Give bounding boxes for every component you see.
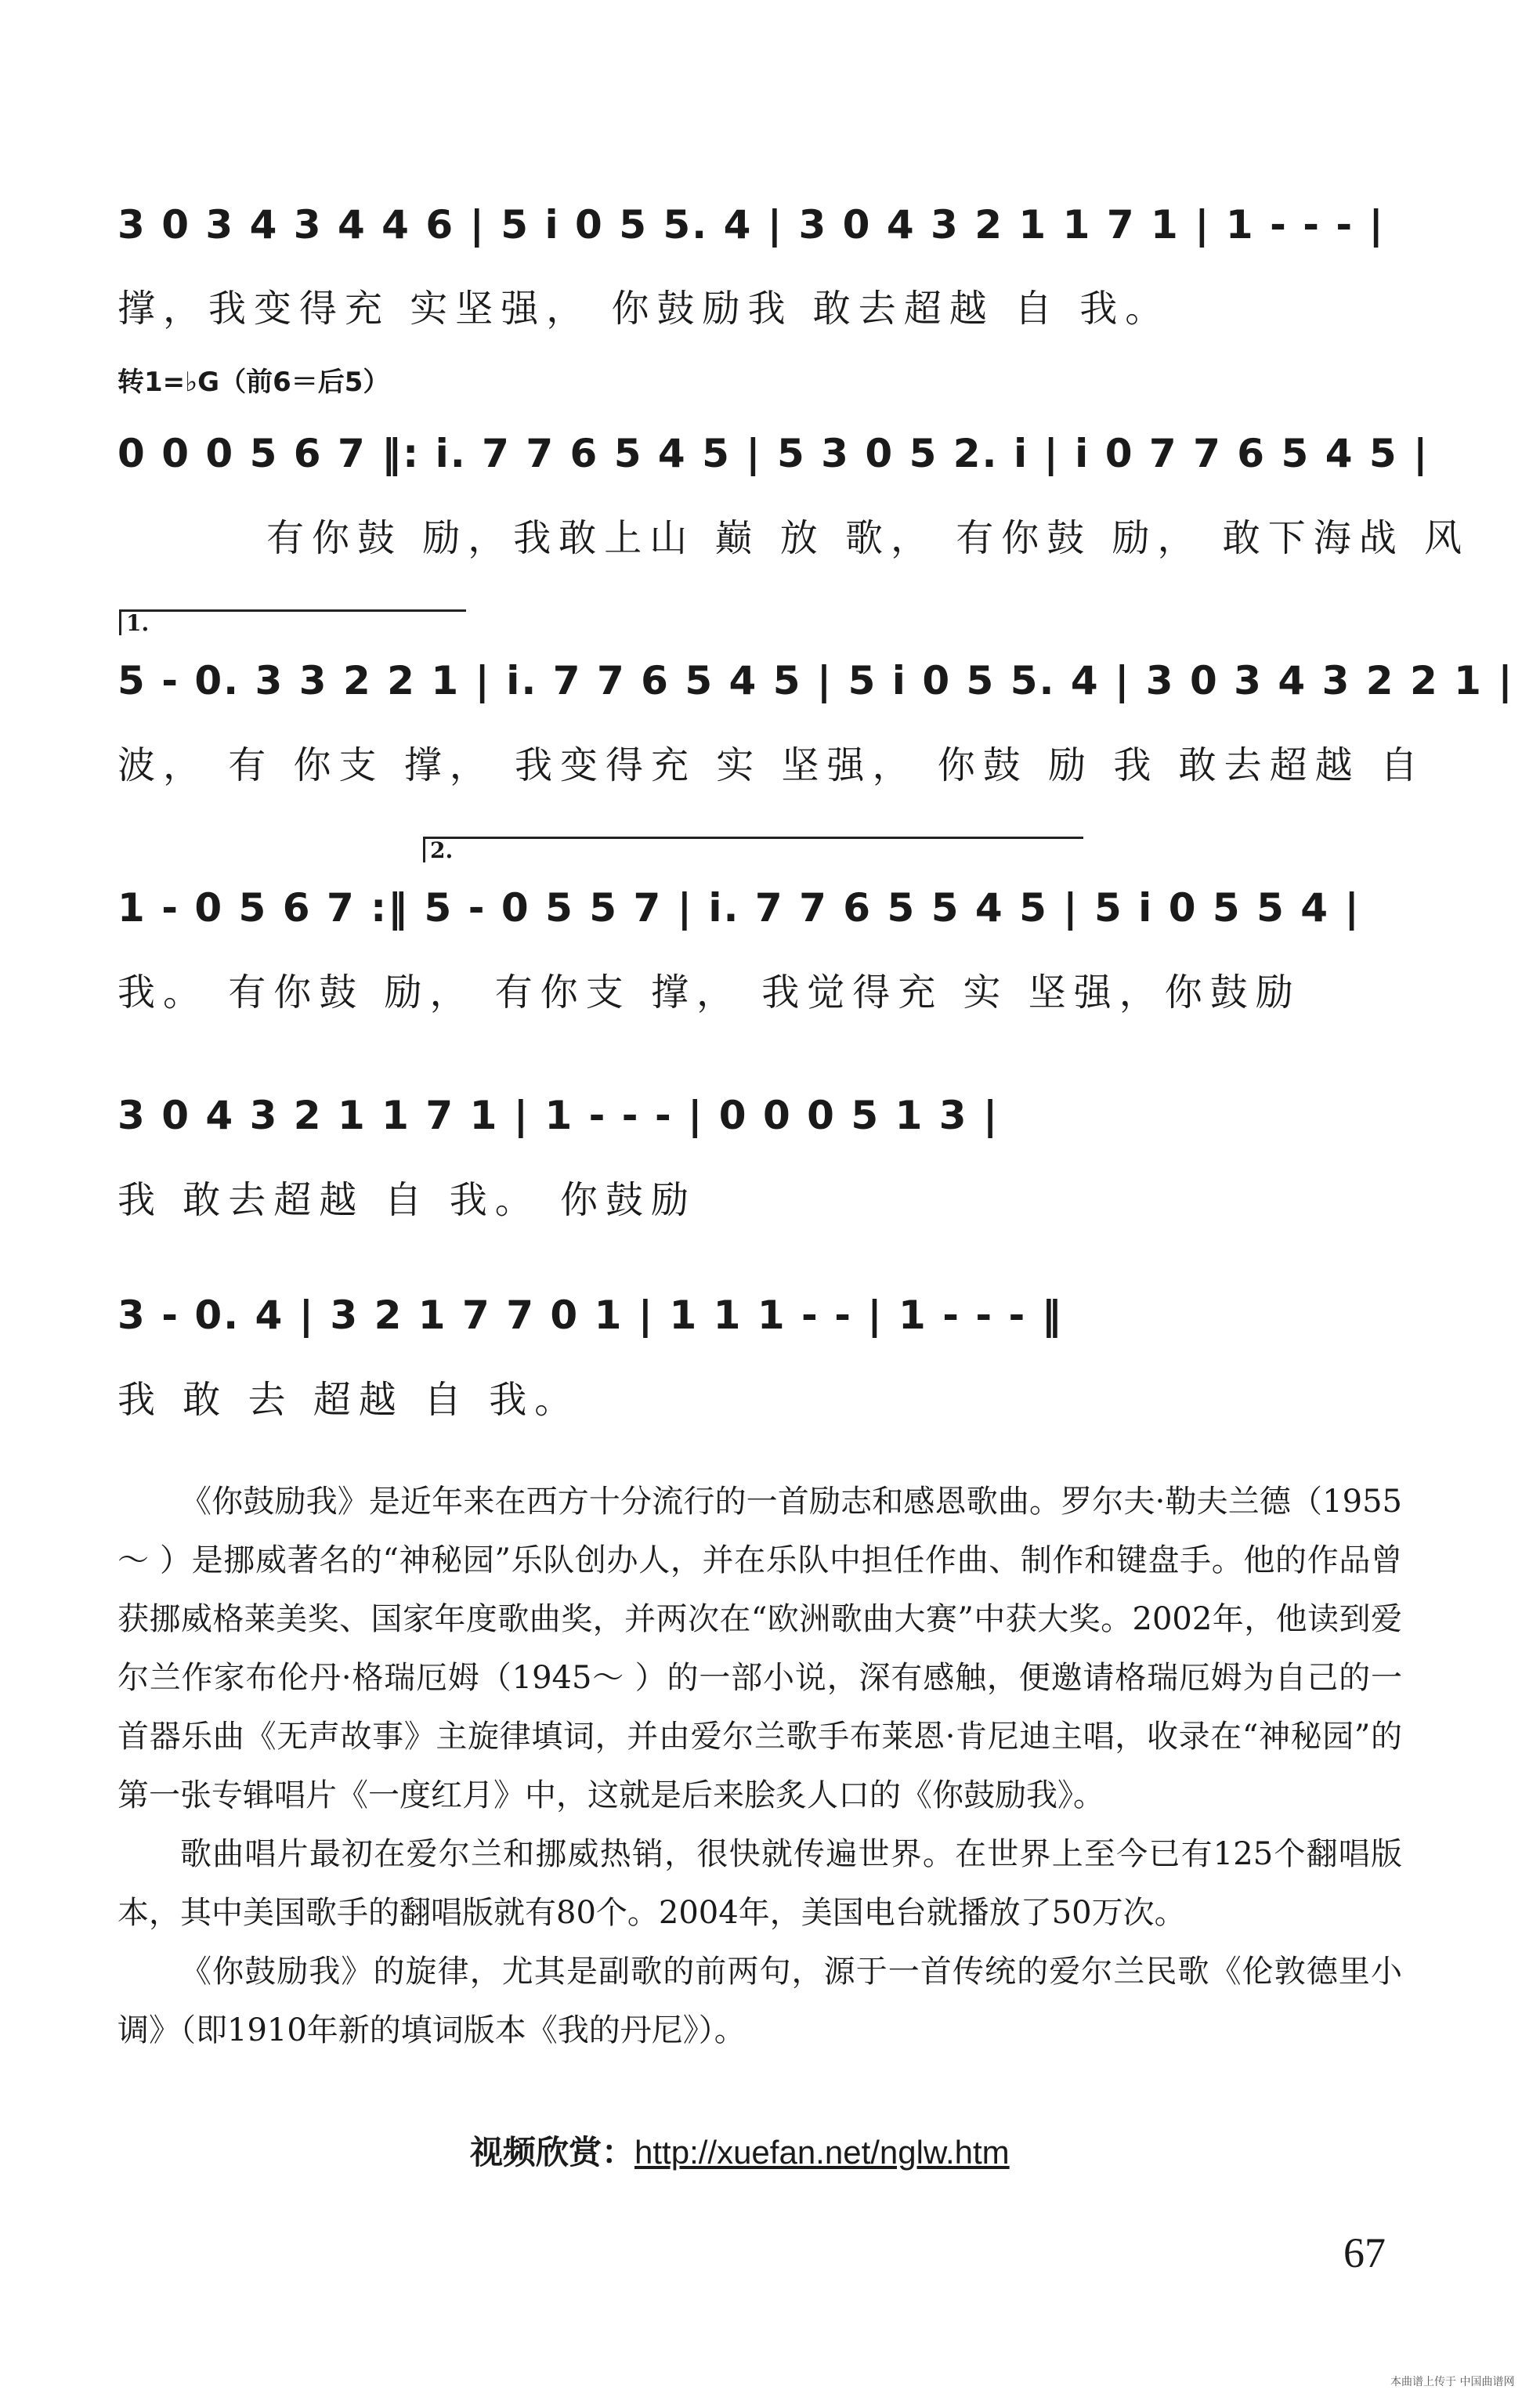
footer-watermark: 本曲谱上传于 中国曲谱网: [1390, 2376, 1515, 2388]
first-ending-bracket: [119, 609, 466, 635]
video-label: 视频欣赏：: [470, 2133, 635, 2171]
notation-line: 0 0 0 5 6 7 ‖: i. 7 7 6 5 4 5 | 5 3 0 5 2. i | i 0 7 7 6 5 4 5 |: [117, 431, 1430, 476]
notation-line: 1 - 0 5 6 7 :‖ 5 - 0 5 5 7 | i. 7 7 6 5 5 4 5 | 5 i 0 5 5 4 |: [117, 885, 1361, 931]
second-ending-label: 2.: [430, 837, 454, 863]
lyrics-line: 波， 有 你支 撑， 我变得充 实 坚强， 你鼓 励 我 敢去超越 自: [117, 743, 1426, 787]
lyrics-line: 撑，我变得充 实坚强， 你鼓励我 敢去超越 自 我。: [117, 287, 1171, 331]
lyrics-line: 我 敢 去 超越 自 我。: [117, 1378, 580, 1422]
lyrics-line: 有你鼓 励，我敢上山 巅 放 歌， 有你鼓 励， 敢下海战 风: [266, 516, 1470, 560]
paragraph: 《你鼓励我》是近年来在西方十分流行的一首励志和感恩歌曲。罗尔夫·勒夫兰德（1955～ ）是挪威著名的“神秘园”乐队创办人，并在乐队中担任作曲、制作和键盘手。他的作品曾获挪威格莱美奖、国家年度歌曲奖，并两次在“欧洲歌曲大赛”中获大奖。2002年，他读到爱尔兰作家布伦丹·格瑞厄姆（1945～ ）的一部小说，深有感触，便邀请格瑞厄姆为自己的一首器乐曲《无声故事》主旋律填词，并由爱尔兰歌手布莱恩·肯尼迪主唱，收录在“神秘园”的第一张专辑唱片《一度红月》中，这就是后来脍炙人口的《你鼓励我》。: [117, 1484, 1402, 1813]
article-text: [117, 1473, 1402, 2060]
page-number: 67: [1343, 2229, 1386, 2276]
notation-line: 5 - 0. 3 3 2 2 1 | i. 7 7 6 5 4 5 | 5 i 0 5 5. 4 | 3 0 3 4 3 2 2 1 |: [117, 658, 1514, 703]
video-url-link[interactable]: http://xuefan.net/nglw.htm: [634, 2134, 1010, 2171]
paragraph: 歌曲唱片最初在爱尔兰和挪威热销，很快就传遍世界。在世界上至今已有125个翻唱版本，其中美国歌手的翻唱版就有80个。2004年，美国电台就播放了50万次。: [117, 1836, 1402, 1931]
notation-line: 3 0 3 4 3 4 4 6 | 5 i 0 5 5. 4 | 3 0 4 3 2 1 1 7 1 | 1 - - - |: [117, 202, 1385, 248]
lyrics-line: 我。 有你鼓 励， 有你支 撑， 我觉得充 实 坚强，你鼓励: [117, 971, 1301, 1014]
notation-line: 3 - 0. 4 | 3 2 1 7 7 0 1 | 1 1 1 - - | 1 - - - ‖: [117, 1292, 1063, 1338]
lyrics-line: 我 敢去超越 自 我。 你鼓励: [117, 1178, 697, 1222]
second-ending-bracket: [423, 837, 1083, 862]
video-link-line: [470, 2127, 1010, 2174]
notation-line: 3 0 4 3 2 1 1 7 1 | 1 - - - | 0 0 0 5 1 3 |: [117, 1093, 1000, 1138]
key-change-label: 转1=♭G（前6＝后5）: [117, 367, 390, 398]
first-ending-label: 1.: [126, 610, 150, 636]
paragraph: 《你鼓励我》的旋律，尤其是副歌的前两句，源于一首传统的爱尔兰民歌《伦敦德里小调》（即1910年新的填词版本《我的丹尼》）。: [117, 1954, 1402, 2048]
